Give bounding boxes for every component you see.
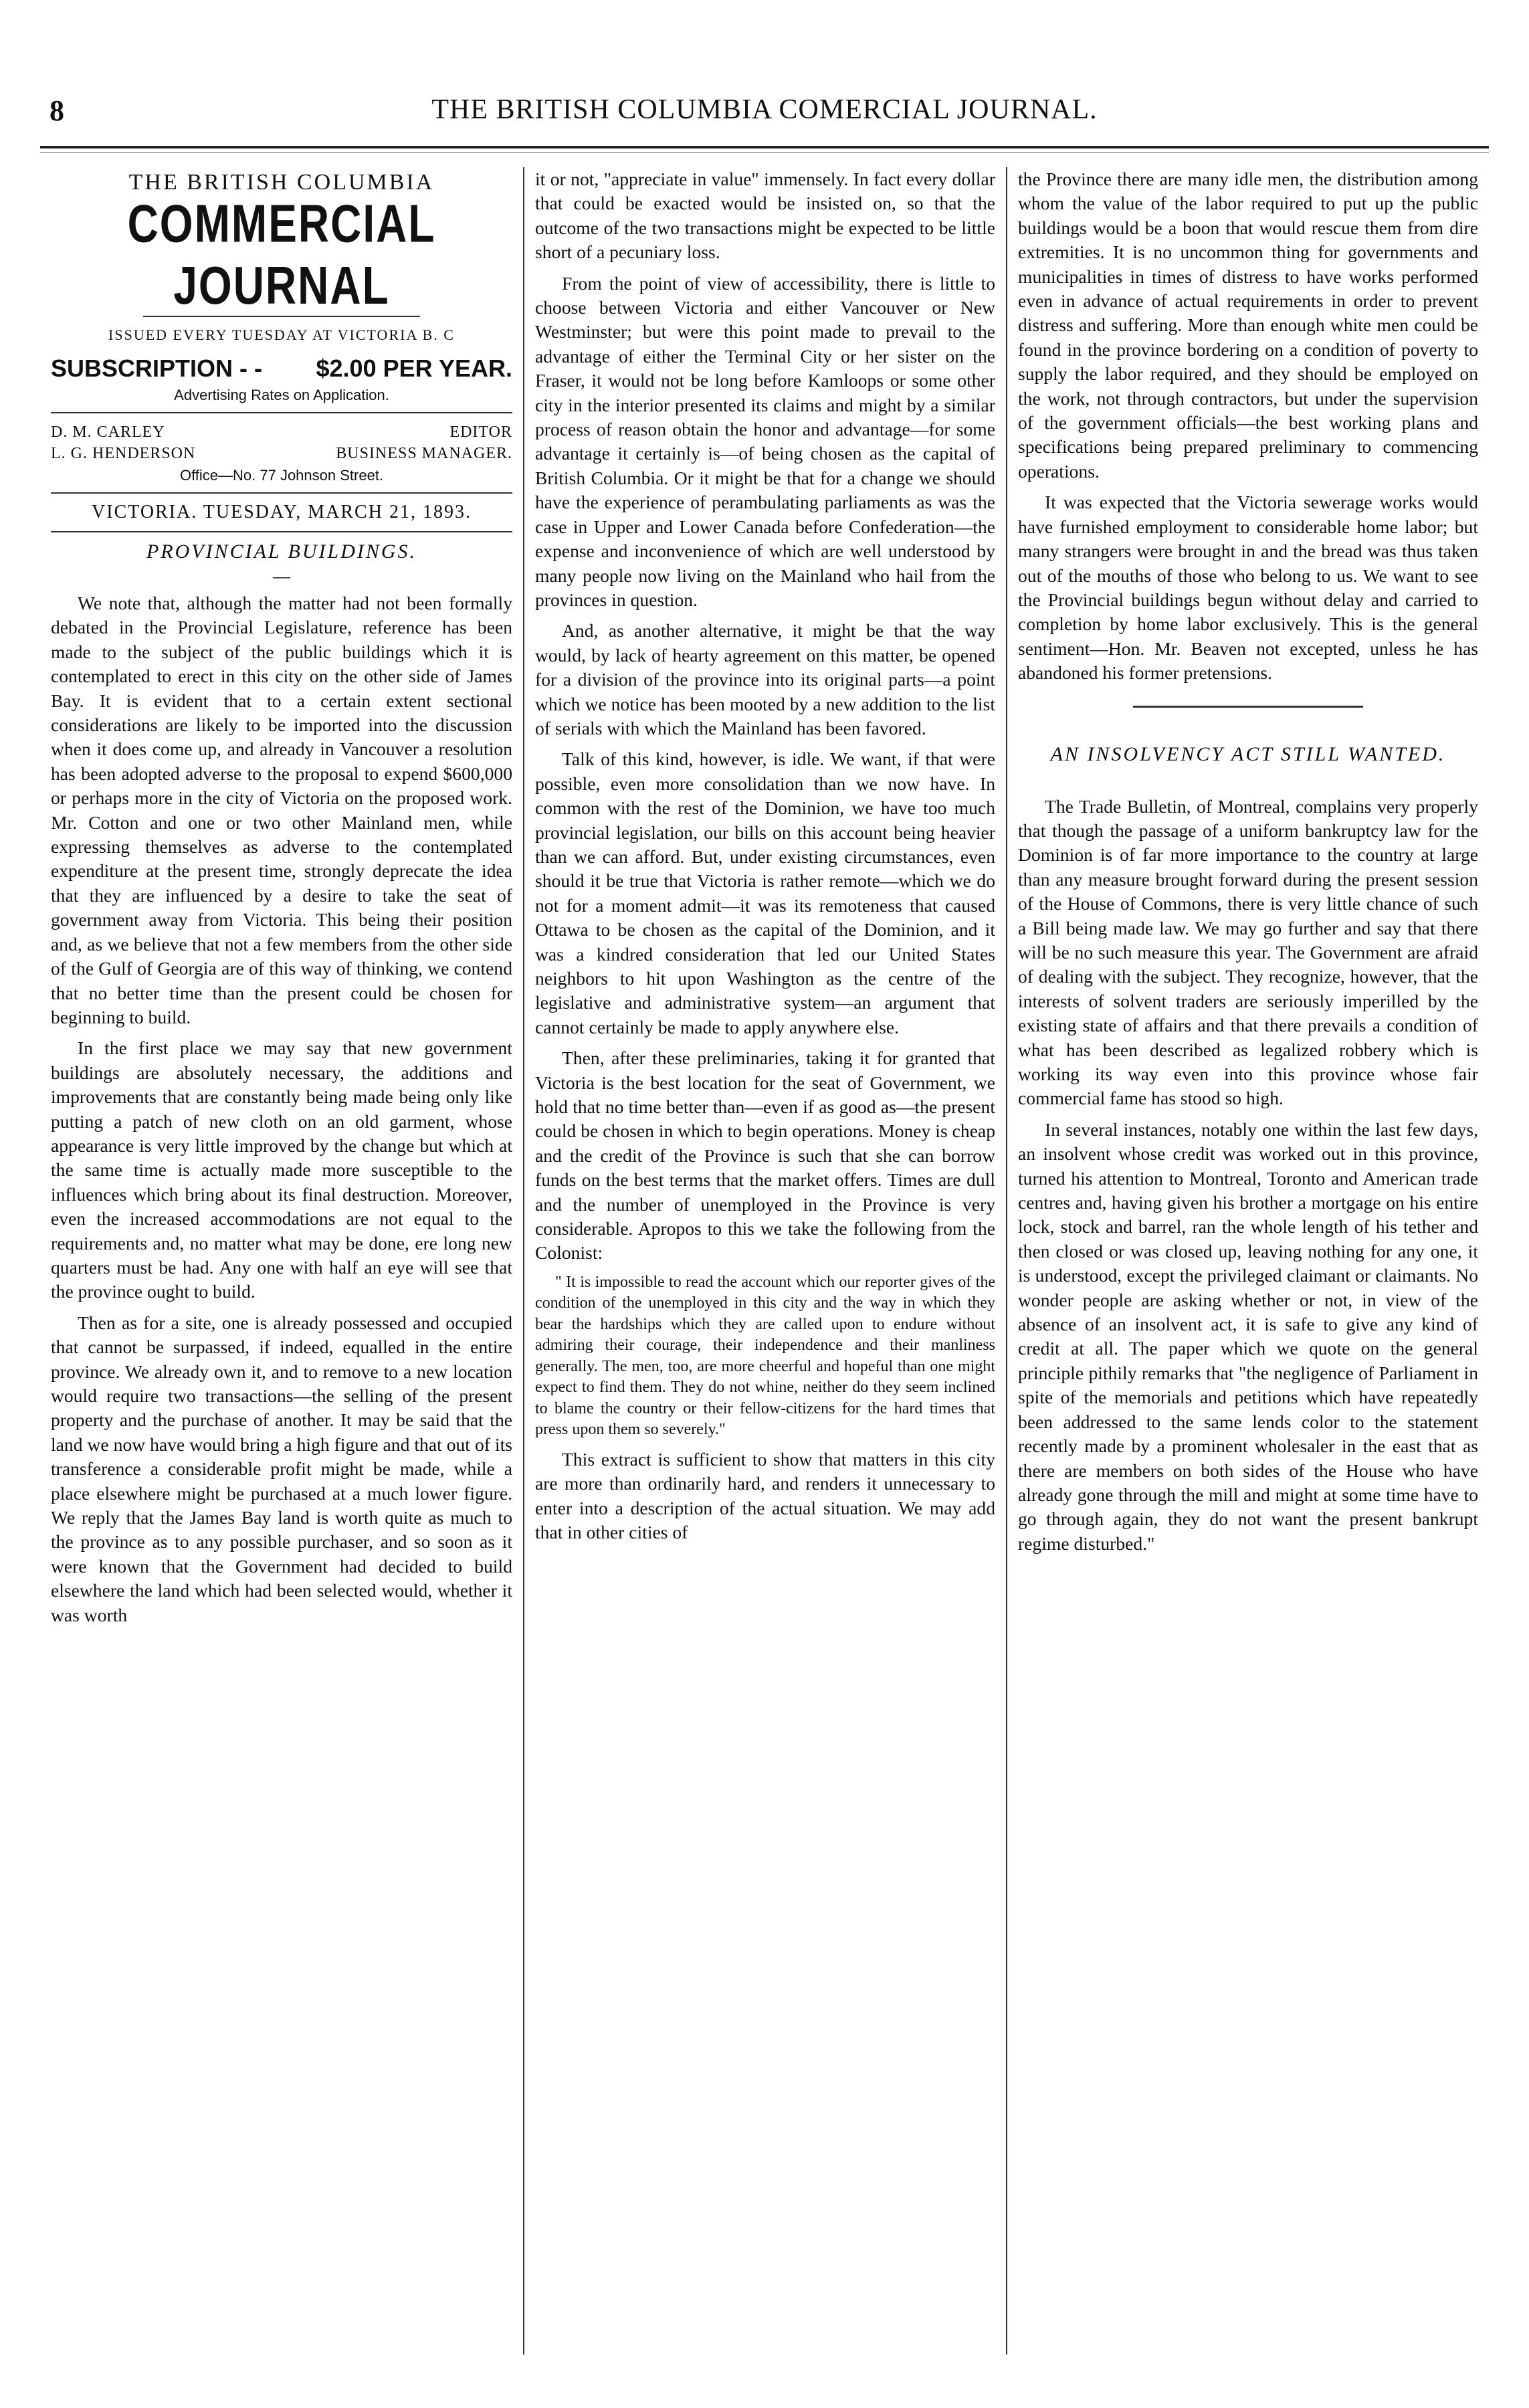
colonist-quote: " It is impossible to read the account which our reporter gives of the condition of the unemployed in this city and the way in which they bear the hardships which they are called upon to endure without admiring their courage, their independence and their manliness generally. The men, too, are more cheerful and hopeful than one might expect to find them. They do not whine, neither do they seem inclined to blame the country or their fellow-citizens for the hard times that press upon them so severely." xyxy=(535,1273,995,1439)
paragraph: We note that, although the matter had not been formally debated in the Provincial Legislature, reference has been made to the subject of the public buildings which it is contemplated to erect in this city on the other side of James Bay. It is evident that to a certain extent sectional considerations are likely to be imported into the discussion when it does come up, and already in Vancouver a resolution has been adopted adverse to the proposal to expend $600,000 or perhaps more in the city of Victoria on the proposed work. Mr. Cotton and one or two other Mainland men, while expressing themselves as adverse to the contemplated expenditure at the present time, strongly deprecate the idea that they are influenced by a desire to take the seat of government away from Victoria. This being their position and, as we believe that not a few members from the other side of the Gulf of Georgia are of this way of thinking, we contend that no better time than the present could be chosen for beginning to build. xyxy=(51,593,512,1027)
head-rule xyxy=(40,146,1489,148)
paragraph: It was expected that the Victoria sewerage works would have furnished employment to considerable home labor; but many strangers were brought in and the bread was thus taken out of the mouths of those who belong to us. We want to see the Provincial buildings begun without delay and carried to completion by home labor exclusively. This is the general sentiment—Hon. Mr. Beaven not excepted, unless he has abandoned his former pretensions. xyxy=(1018,492,1478,684)
paragraph: Talk of this kind, however, is idle. We want, if that were possible, even more consolidation than we now have. In common with the rest of the Dominion, we have too much provincial legislation, our bills on this account being heavier than we can afford. But, under existing circumstances, even should it be true that Victoria is rather remote—which we do not for a moment admit—it was its remoteness that caused Ottawa to be chosen as the capital of the Dominion, and it was a kindred consideration that led our United States neighbors to hit upon Washington as the centre of the legislative and administrative system—an argument that cannot certainly be made to apply anywhere else. xyxy=(535,748,995,1037)
column-2 xyxy=(523,167,1006,2354)
manager-role: BUSINESS MANAGER. xyxy=(336,445,512,462)
editor-name: D. M. CARLEY xyxy=(51,423,165,441)
manager-row xyxy=(51,443,512,464)
paragraph: And, as another alternative, it might be that the way would, by lack of hearty agreement on this matter, be opened for a division of the province into its original parts—a point which we notice has been mooted by a new addition to the list of serials with which the Mainland has been favored. xyxy=(535,620,995,738)
divider xyxy=(51,412,512,413)
paragraph: the Province there are many idle men, the distribution among whom the value of the labor required to put up the public buildings would be a boon that would rescue them from dire extremities. It is no uncommon thing for governments and municipalities in times of distress to have works performed even in advance of actual requirements in order to prevent distress and suffering. More than enough white men could be found in the province bordering on a condition of poverty to supply the labor required, and they should be employed on the work, not through contractors, but under the supervision of the government officials—the best working plans and specifications being prepared preliminary to commencing operations. xyxy=(1018,169,1478,482)
page-number: 8 xyxy=(49,94,64,127)
article-separator xyxy=(1133,706,1363,708)
divider xyxy=(51,531,512,532)
article-title-insolvency-act: AN INSOLVENCY ACT STILL WANTED. xyxy=(1050,742,1446,765)
editor-role: EDITOR xyxy=(449,423,512,441)
subscription-label: SUBSCRIPTION - - xyxy=(51,355,263,382)
paragraph: Then as for a site, one is already possessed and occupied that cannot be surpassed, if indeed, equalled in the entire province. We already own it, and to remove to a new location would require two transactions—the selling of the present property and the purchase of another. It may be said that the land we now have would bring a high figure and that out of its transference a considerable profit might be made, while a place elsewhere might be purchased at a much lower figure. We reply that the James Bay land is worth quite as much to the province as to any possible purchaser, and so soon as it were known that the Government had decided to build elsewhere the land which had been selected would, whether it was worth xyxy=(51,1312,512,1625)
office-address: Office—No. 77 Johnson Street. xyxy=(179,467,384,484)
divider xyxy=(51,492,512,494)
dateline: VICTORIA. TUESDAY, MARCH 21, 1893. xyxy=(92,502,472,522)
masthead-small-title: THE BRITISH COLUMBIA xyxy=(128,170,435,195)
advertising-note: Advertising Rates on Application. xyxy=(174,387,389,403)
masthead-big-title: COMMERCIAL JOURNAL xyxy=(127,193,436,316)
running-title: THE BRITISH COLUMBIA COMERCIAL JOURNAL. xyxy=(431,94,1098,125)
manager-name: L. G. HENDERSON xyxy=(51,445,196,462)
paragraph: From the point of view of accessibility, there is little to choose between Victoria and either Vancouver or New Westminster; but were this point made to prevail to the advantage of either the Terminal City or her sister on the Fraser, it would not be long before Kamloops or some other city in the interior presented its claims and might by a similar process of reason obtain the honor and advantage—for some advantage it certainly is—of being chosen as the capital of British Columbia. Or it might be that for a change we should have the experience of perambulating parliaments as was the case in Upper and Lower Canada before Confederation—the expense and inconvenience of which are well understood by many people now living on the Mainland who hail from the provinces in question. xyxy=(535,272,995,610)
subscription-line xyxy=(51,355,512,383)
issued-line: ISSUED EVERY TUESDAY AT VICTORIA B. C xyxy=(108,326,455,343)
editor-row xyxy=(51,421,512,443)
column-1 xyxy=(40,167,523,2354)
paragraph: The Trade Bulletin, of Montreal, complains very properly that though the passage of a uniform bankruptcy law for the Dominion is of far more importance to the country at large than any measure brought forward during the present session of the House of Commons, there is very little chance of such a Bill being made law. We may go further and say that there will be no such measure this year. The Government are afraid of dealing with the subject. They recognize, however, that the interests of solvent traders are seriously imperilled by the existing state of affairs and that there prevails a condition of what has been described as legalized robbery which is working its way even into this province whose fair commercial fame has stood so high. xyxy=(1018,795,1478,1109)
masthead xyxy=(51,170,512,344)
subscription-price: $2.00 PER YEAR. xyxy=(316,355,512,382)
paragraph: it or not, "appreciate in value" immensely. In fact every dollar that could be exacted would be insisted on, so that the outcome of the two transactions might be expected to be little short of a pecuniary loss. xyxy=(535,169,995,263)
article-title-provincial-buildings: PROVINCIAL BUILDINGS. xyxy=(146,540,417,563)
columns xyxy=(40,167,1489,2354)
paragraph: In the first place we may say that new government buildings are absolutely necessary, the additions and improvements that are constantly being made being only like putting a patch of new cloth on an old garment, whose appearance is very little improved by the change but which at the same time is actually made more susceptible to the influences which bring about its final destruction. Moreover, even the increased accommodations are not equal to the requirements and, no matter what may be done, ere long new quarters must be had. Any one with half an eye will see that the province ought to build. xyxy=(51,1037,512,1302)
column-3 xyxy=(1006,167,1489,2354)
paragraph: In several instances, notably one within the last few days, an insolvent whose credit was worked out in this province, turned his attention to Montreal, Toronto and American trade centres and, having given his brother a mortgage on his entire lock, stock and barrel, ran the whole length of his tether and then closed or was closed up, leaving nothing for any one, it is understood, except the privileged claimant or claimants. No wonder people are asking whether or not, in view of the absence of an insolvent act, it is safe to give any kind of credit at all. The paper which we quote on the general principle pithily remarks that "the negligence of Parliament in spite of the memorials and petitions which have repeatedly been addressed to the same lends color to the statement recently made by a prominent wholesaler in the east that as there are members on both sides of the House who have already gone through the mill and might at some time have to go through again, they do not want the present bankrupt regime disturbed." xyxy=(1018,1118,1478,1554)
paragraph: Then, after these preliminaries, taking it for granted that Victoria is the best location for the seat of Government, we hold that no time better than—even if as good as—the present could be chosen in which to begin operations. Money is cheap and the credit of the Province is such that she can borrow funds on the best terms that the market offers. Times are dull and the number of unemployed in the Province is very considerable. Apropos to this we take the following from the Colonist: xyxy=(535,1047,995,1264)
running-head xyxy=(40,94,1489,140)
title-dash: — xyxy=(273,567,290,586)
paragraph: This extract is sufficient to show that matters in this city are more than ordinarily hard, and renders it unnecessary to enter into a description of the actual situation. We may add that in other cities of xyxy=(535,1448,995,1543)
